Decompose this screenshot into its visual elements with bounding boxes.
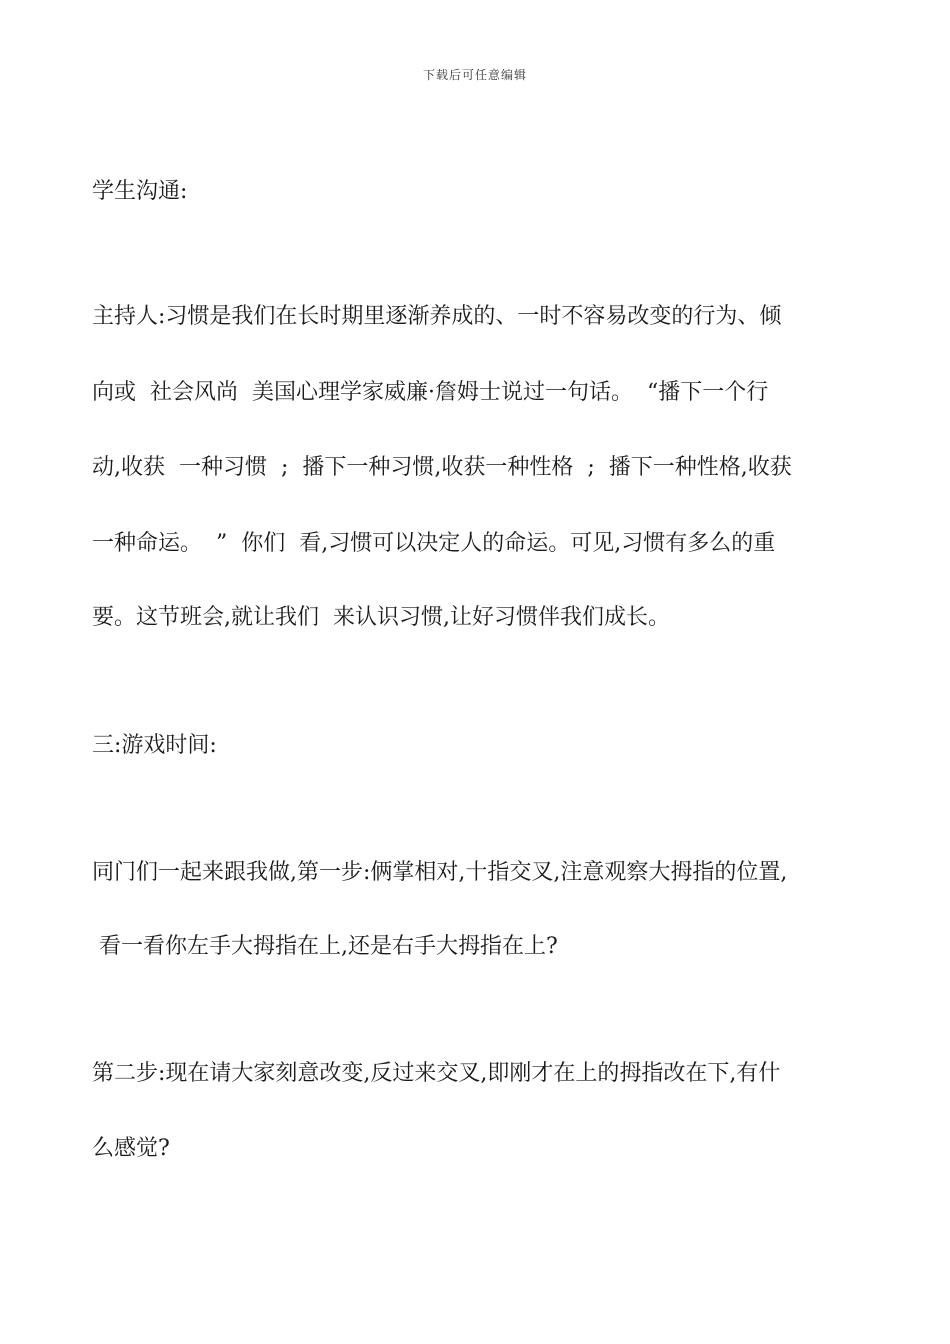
- page-header-note: 下载后可任意编辑: [422, 68, 527, 82]
- paragraph-line: 同门们一起来跟我做,第一步:俩掌相对,十指交叉,注意观察大拇指的位置,: [92, 860, 788, 885]
- section-heading-student-communication: 学生沟通:: [92, 179, 188, 204]
- paragraph-line: 要。这节班会,就让我们 来认识习惯,让好习惯伴我们成长。: [92, 605, 670, 630]
- paragraph-line: 主持人:习惯是我们在长时期里逐渐养成的、一时不容易改变的行为、倾: [92, 304, 782, 329]
- paragraph-line: 么感觉?: [92, 1136, 170, 1161]
- paragraph-line: 向或 社会风尚 美国心理学家威廉·詹姆士说过一句话。 “播下一个行: [92, 380, 769, 405]
- paragraph-line: 一种命运。 ” 你们 看,习惯可以决定人的命运。可见,习惯有多么的重: [92, 531, 776, 556]
- paragraph-line: 看一看你左手大拇指在上,还是右手大拇指在上?: [92, 934, 558, 959]
- section-heading-game-time: 三:游戏时间:: [92, 733, 217, 758]
- paragraph-line: 第二步:现在请大家刻意改变,反过来交叉,即刚才在上的拇指改在下,有什: [92, 1061, 781, 1086]
- paragraph-line: 动,收获 一种习惯 ; 播下一种习惯,收获一种性格 ; 播下一种性格,收获: [92, 455, 792, 480]
